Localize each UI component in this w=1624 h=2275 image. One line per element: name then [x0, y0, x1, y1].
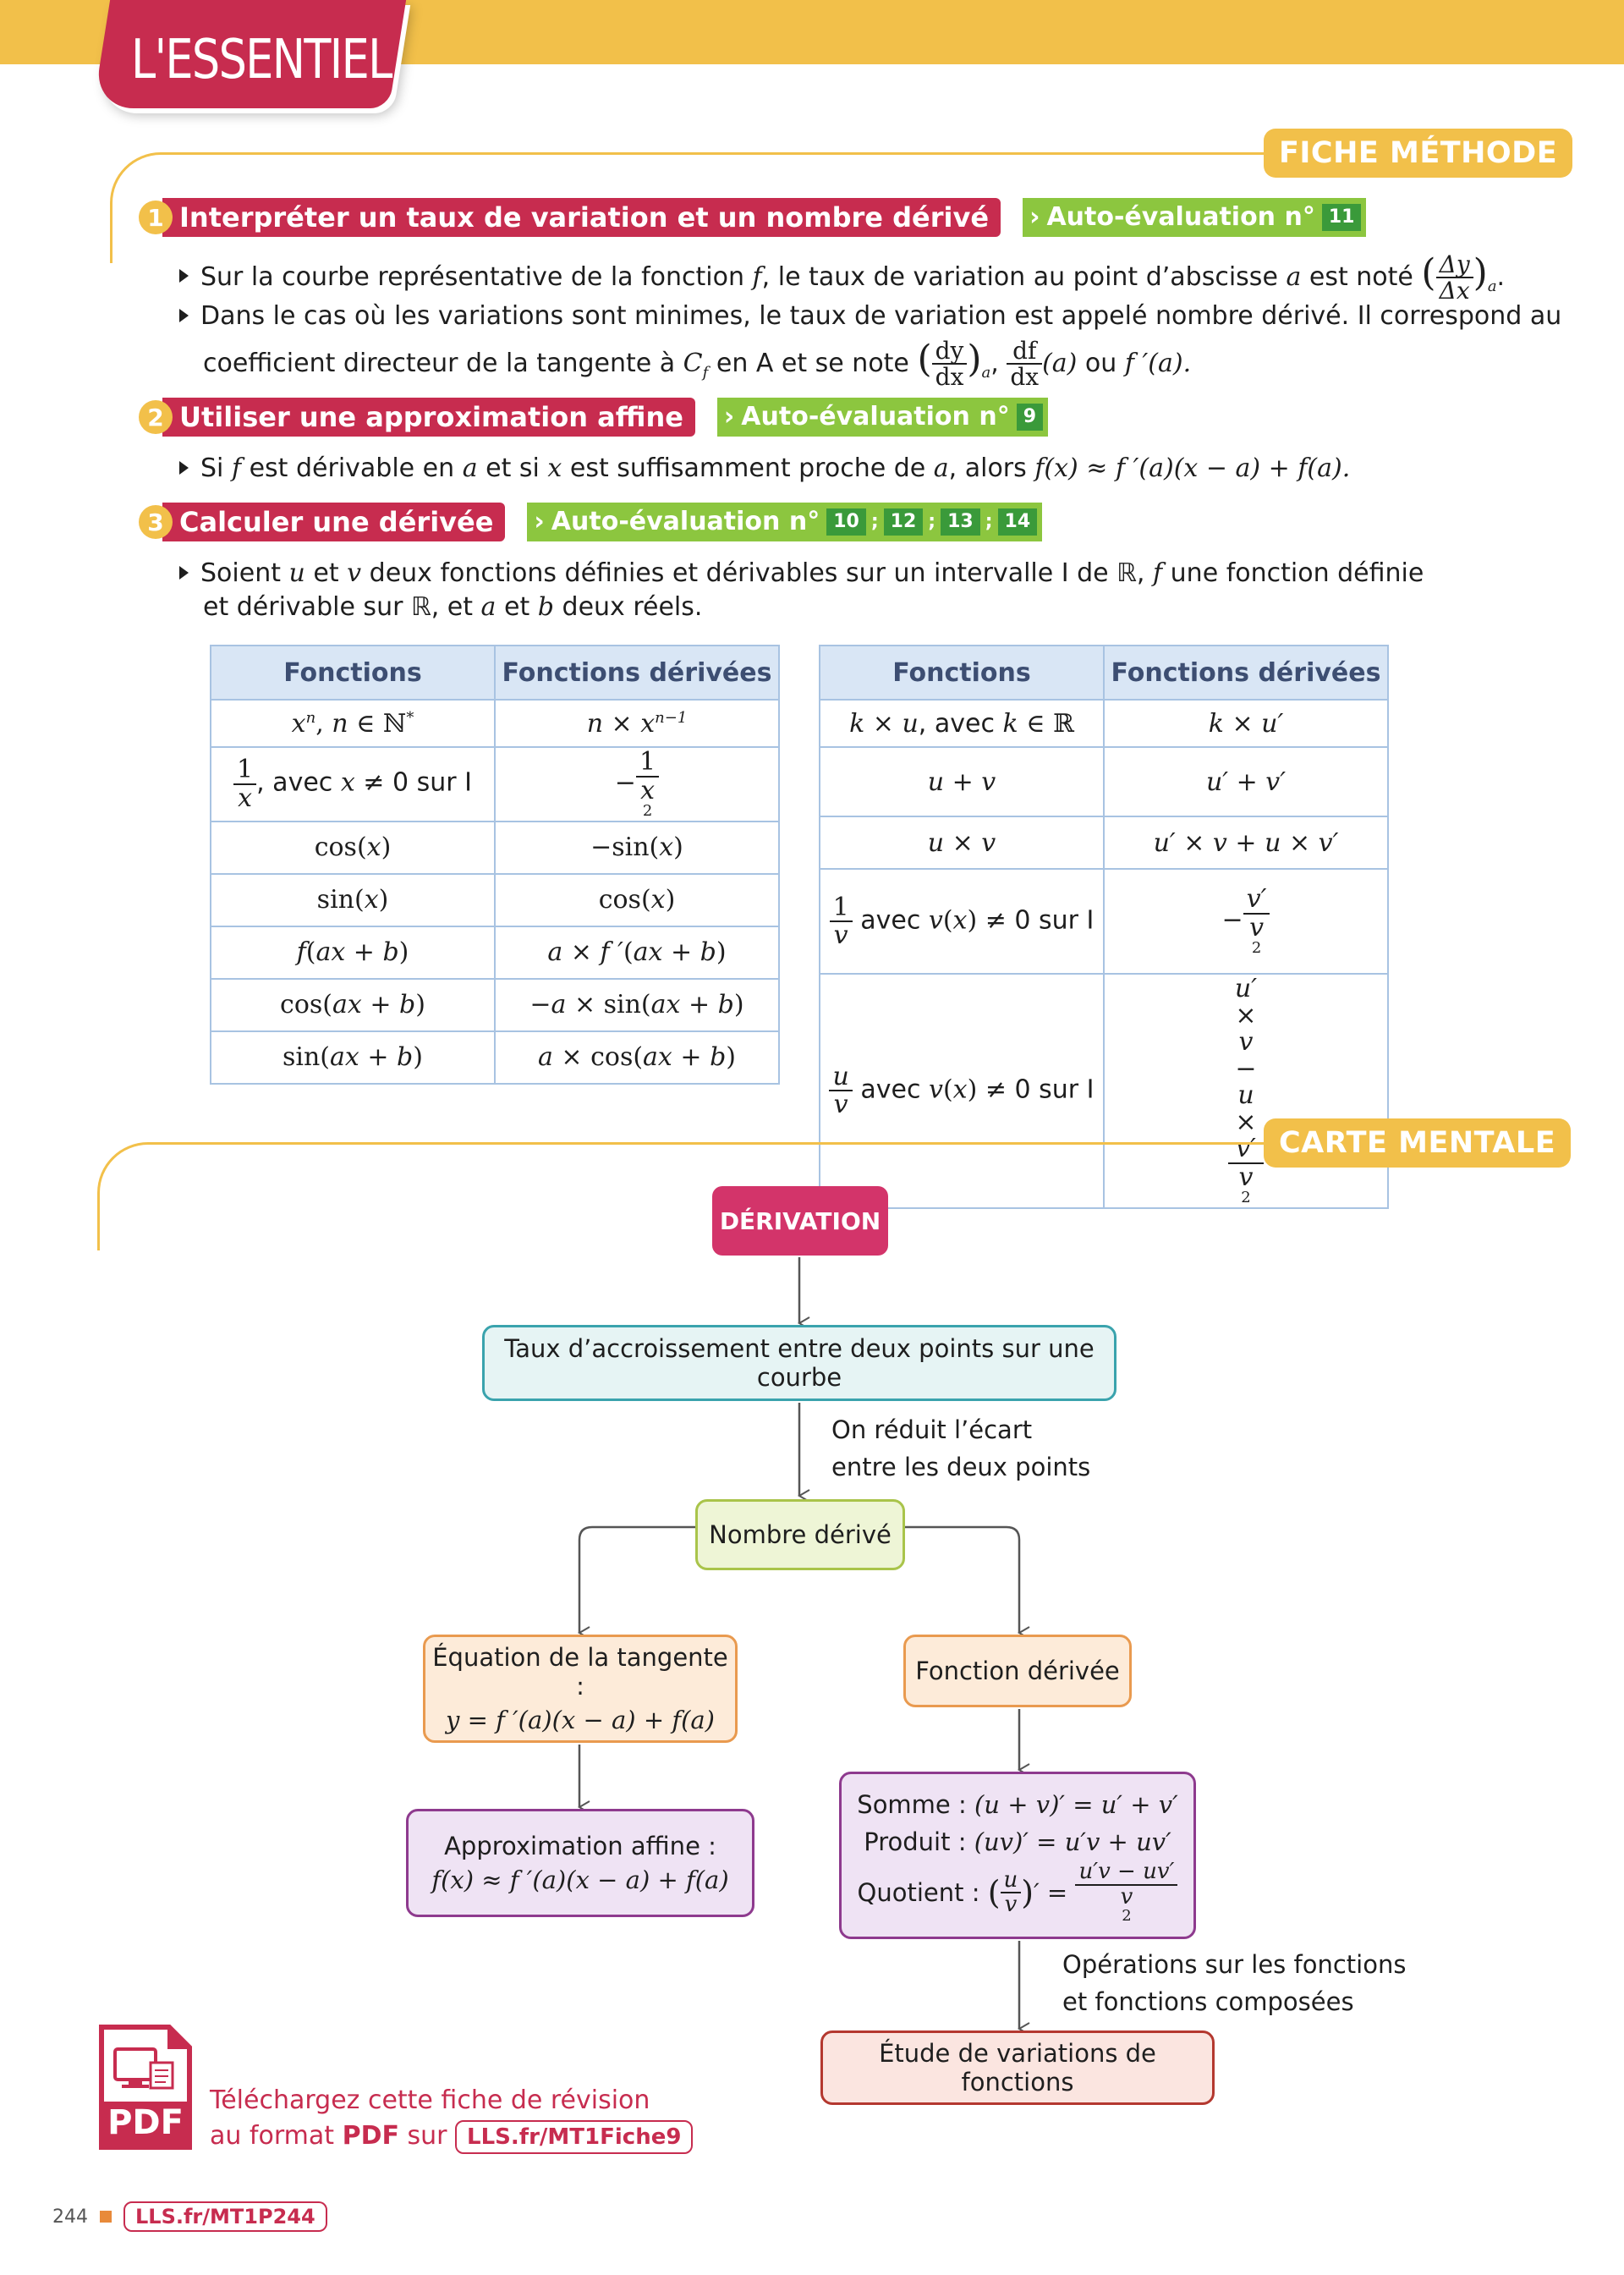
table-cell: a × f ′(ax + b) [495, 926, 779, 979]
pdf-icon-label: PDF [107, 2103, 184, 2142]
section-number: 2 [139, 400, 173, 434]
table-cell: u′ + v′ [1104, 747, 1388, 816]
bullet-taux-variation: Sur la courbe représentative de la fonction f, le taux de variation au point d’abscisse a est noté ( $\frac{\Delta y}{\Delta x}$ )$_a$. [179, 252, 1505, 304]
section-title: Calculer une dérivée [162, 503, 505, 541]
page-title: L'ESSENTIEL [131, 29, 392, 91]
footer-square-icon [100, 2211, 112, 2223]
table-header: Fonctions [820, 646, 1104, 700]
bullet-approximation: Si f est dérivable en a et si x est suffisamment proche de a, alors f(x) ≈ f ′(a)(x − a) + f(a). [179, 452, 1350, 486]
pdf-download-text: Téléchargez cette fiche de révision au format PDF sur LLS.fr/MT1Fiche9 [210, 2083, 693, 2154]
table-cell: cos(ax + b) [211, 979, 495, 1031]
section-title: Interpréter un taux de variation et un nombre dérivé [162, 198, 1001, 237]
table-header: Fonctions dérivées [495, 646, 779, 700]
pdf-download-icon[interactable] [98, 2024, 193, 2151]
exercise-ref[interactable]: 9 [1017, 404, 1043, 431]
table-cell: $\frac{1}{x}$ , avec x ≠ 0 sur I [211, 747, 495, 822]
mindmap-operations-box: Somme : (u + v)′ = u′ + v′ Produit : (uv)′ = u′v + uv′ Quotient : ( $\frac{u}{v}$ ) ′ = u′v − uv′ v 2 [839, 1772, 1196, 1939]
table-cell: cos(x) [495, 874, 779, 926]
exercise-ref[interactable]: 13 [941, 508, 980, 536]
carte-mentale-tag: CARTE MENTALE [1264, 1118, 1571, 1168]
exercise-ref[interactable]: 14 [998, 508, 1038, 536]
page-number: 244 [52, 2206, 88, 2228]
table-cell: $n \times x^{n-1}$ [495, 700, 779, 747]
section-title: Utiliser une approximation affine [162, 398, 695, 437]
mindmap-approximation: Approximation affine : f(x) ≈ f ′(a)(x − a) + f(a) [406, 1809, 754, 1917]
table-cell: f(ax + b) [211, 926, 495, 979]
table-cell: u × v [820, 816, 1104, 869]
chevron-right-icon: › [1029, 202, 1040, 232]
table-cell: u′ × v − u × v′ v 2 [1104, 974, 1388, 1208]
table-cell: $\frac{1}{v}$ avec v(x) ≠ 0 sur I [820, 869, 1104, 974]
auto-evaluation-label: Auto-évaluation n° [551, 507, 820, 536]
mindmap-fonction-derivee: Fonction dérivée [903, 1635, 1132, 1707]
auto-evaluation-label: Auto-évaluation n° [741, 402, 1010, 431]
table-cell: $\frac{u}{v}$ avec v(x) ≠ 0 sur I [820, 974, 1104, 1208]
table-cell: $x^n$, n ∈ ℕ* [211, 700, 495, 747]
table-cell: −sin(x) [495, 822, 779, 874]
table-cell: sin(x) [211, 874, 495, 926]
footer [52, 2201, 327, 2232]
bullet-soient: Soient u et v deux fonctions définies et dérivables sur un intervalle I de ℝ, f une fonction définie [179, 557, 1424, 591]
table-header: Fonctions [211, 646, 495, 700]
mindmap-label-operations: Opérations sur les fonctions et fonctions composées [1062, 1950, 1407, 2016]
fiche-methode-tag: FICHE MÉTHODE [1264, 129, 1572, 178]
exercise-ref[interactable]: 12 [884, 508, 924, 536]
table-cell: k × u, avec k ∈ ℝ [820, 700, 1104, 747]
mindmap-taux: Taux d’accroissement entre deux points sur une courbe [482, 1325, 1116, 1401]
pdf-link[interactable]: LLS.fr/MT1Fiche9 [455, 2120, 693, 2154]
table-cell: a × cos(ax + b) [495, 1031, 779, 1084]
section-number: 1 [139, 201, 173, 234]
bullet-nombre-derive-cont: coefficient directeur de la tangente à $C_f$ en A et se note ( $\frac{dy}{dx}$ )$_a$, $\frac{df}{dx}$ (a) ou f ′(a). [203, 337, 1192, 392]
exercise-ref[interactable]: 10 [826, 508, 866, 536]
section-number: 3 [139, 505, 173, 539]
mindmap-label-reduit: On réduit l’écart entre les deux points [831, 1415, 1091, 1481]
table-cell: cos(x) [211, 822, 495, 874]
table-cell: sin(ax + b) [211, 1031, 495, 1084]
table-cell: k × u′ [1104, 700, 1388, 747]
auto-evaluation-link[interactable]: › Auto-évaluation n° 10 ; 12 ; 13 ; 14 [527, 503, 1042, 541]
table-cell: − v′ v 2 [1104, 869, 1388, 974]
mindmap-nombre-derive: Nombre dérivé [695, 1499, 905, 1570]
footer-link[interactable]: LLS.fr/MT1P244 [123, 2201, 327, 2232]
bullet-soient-cont: et dérivable sur ℝ, et a et b deux réels. [203, 592, 703, 622]
bullet-nombre-derive: Dans le cas où les variations sont minimes, le taux de variation est appelé nombre dérivé. Il correspond au [179, 299, 1561, 333]
table-cell: u′ × v + u × v′ [1104, 816, 1388, 869]
chevron-right-icon: › [723, 402, 735, 431]
mindmap-tangente: Équation de la tangente : y = f ′(a)(x − a) + f(a) [423, 1635, 738, 1743]
mindmap-root: DÉRIVATION [712, 1186, 888, 1256]
table-cell: − 1 x 2 [495, 747, 779, 822]
auto-evaluation-label: Auto-évaluation n° [1046, 202, 1315, 232]
table-cell: −a × sin(ax + b) [495, 979, 779, 1031]
table-header: Fonctions dérivées [1104, 646, 1388, 700]
table-cell: u + v [820, 747, 1104, 816]
mindmap-etude: Étude de variations de fonctions [820, 2030, 1215, 2105]
exercise-ref[interactable]: 11 [1322, 204, 1362, 231]
chevron-right-icon: › [534, 507, 545, 536]
